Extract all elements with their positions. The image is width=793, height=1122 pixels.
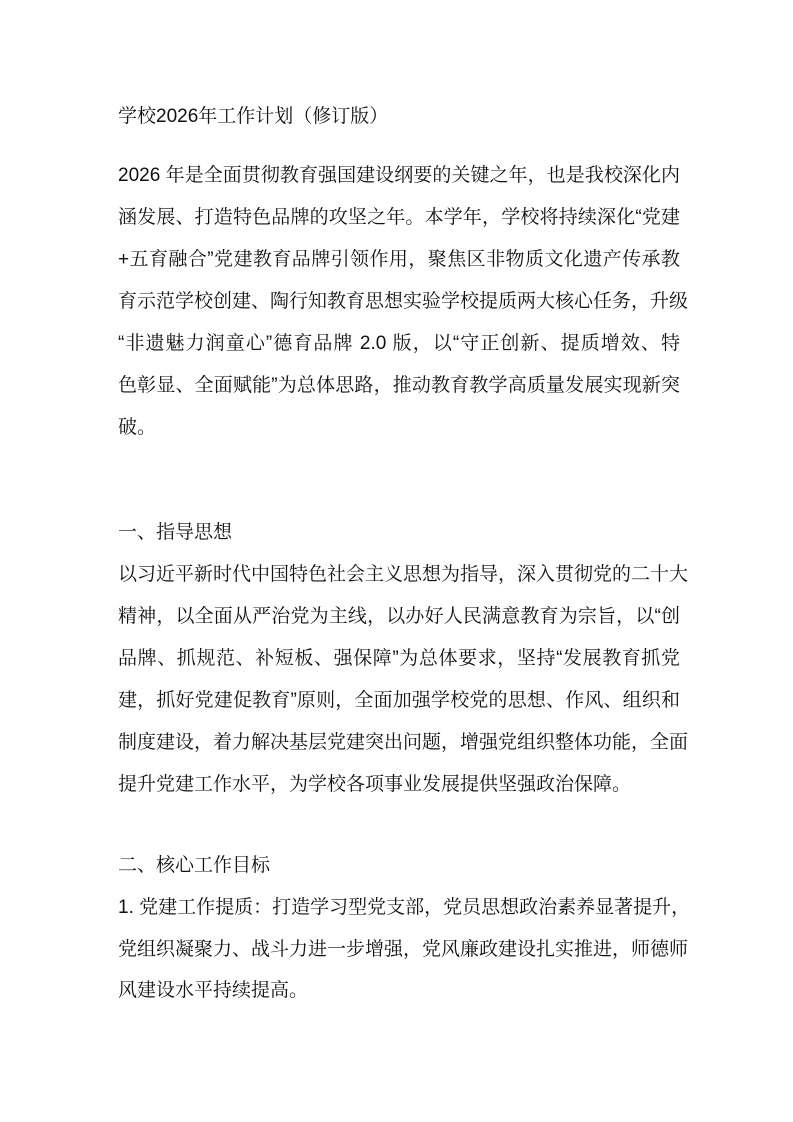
paragraph-line: 建，抓好党建促教育”原则，全面加强学校党的思想、作风、组织和 [118,690,680,711]
paragraph-line: 精神，以全面从严治党为主线，以办好人民满意教育为宗旨，以“创 [118,606,680,627]
section-heading: 一、指导思想 [118,522,233,543]
document-title: 学校2026年工作计划（修订版） [118,106,389,127]
paragraph-line: 色彰显、全面赋能”为总体思路，推动教育教学高质量发展实现新突 [118,375,680,396]
paragraph-line: 风建设水平持续提高。 [118,980,309,1001]
paragraph-line: “非遗魅力润童心”德育品牌 2.0 版，以“守正创新、提质增效、特 [118,333,680,354]
paragraph-line: 涵发展、打造特色品牌的攻坚之年。本学年，学校将持续深化“党建 [118,207,680,228]
paragraph-line: 1. 党建工作提质：打造学习型党支部，党员思想政治素养显著提升， [118,897,691,918]
paragraph-line: 破。 [118,417,157,438]
paragraph-line: +五育融合”党建教育品牌引领作用，聚焦区非物质文化遗产传承教 [118,249,680,270]
paragraph-line: 提升党建工作水平，为学校各项事业发展提供坚强政治保障。 [118,774,632,795]
section-heading: 二、核心工作目标 [118,855,271,876]
paragraph-line: 育示范学校创建、陶行知教育思想实验学校提质两大核心任务，升级 [118,291,689,312]
paragraph-line: 2026 年是全面贯彻教育强国建设纲要的关键之年，也是我校深化内 [118,165,680,186]
paragraph-line: 制度建设，着力解决基层党建突出问题，增强党组织整体功能，全面 [118,732,689,753]
paragraph-line: 品牌、抓规范、补短板、强保障”为总体要求，坚持“发展教育抓党 [118,648,680,669]
paragraph-line: 党组织凝聚力、战斗力进一步增强，党风廉政建设扎实推进，师德师 [118,939,689,960]
paragraph-line: 以习近平新时代中国特色社会主义思想为指导，深入贯彻党的二十大 [118,564,689,585]
